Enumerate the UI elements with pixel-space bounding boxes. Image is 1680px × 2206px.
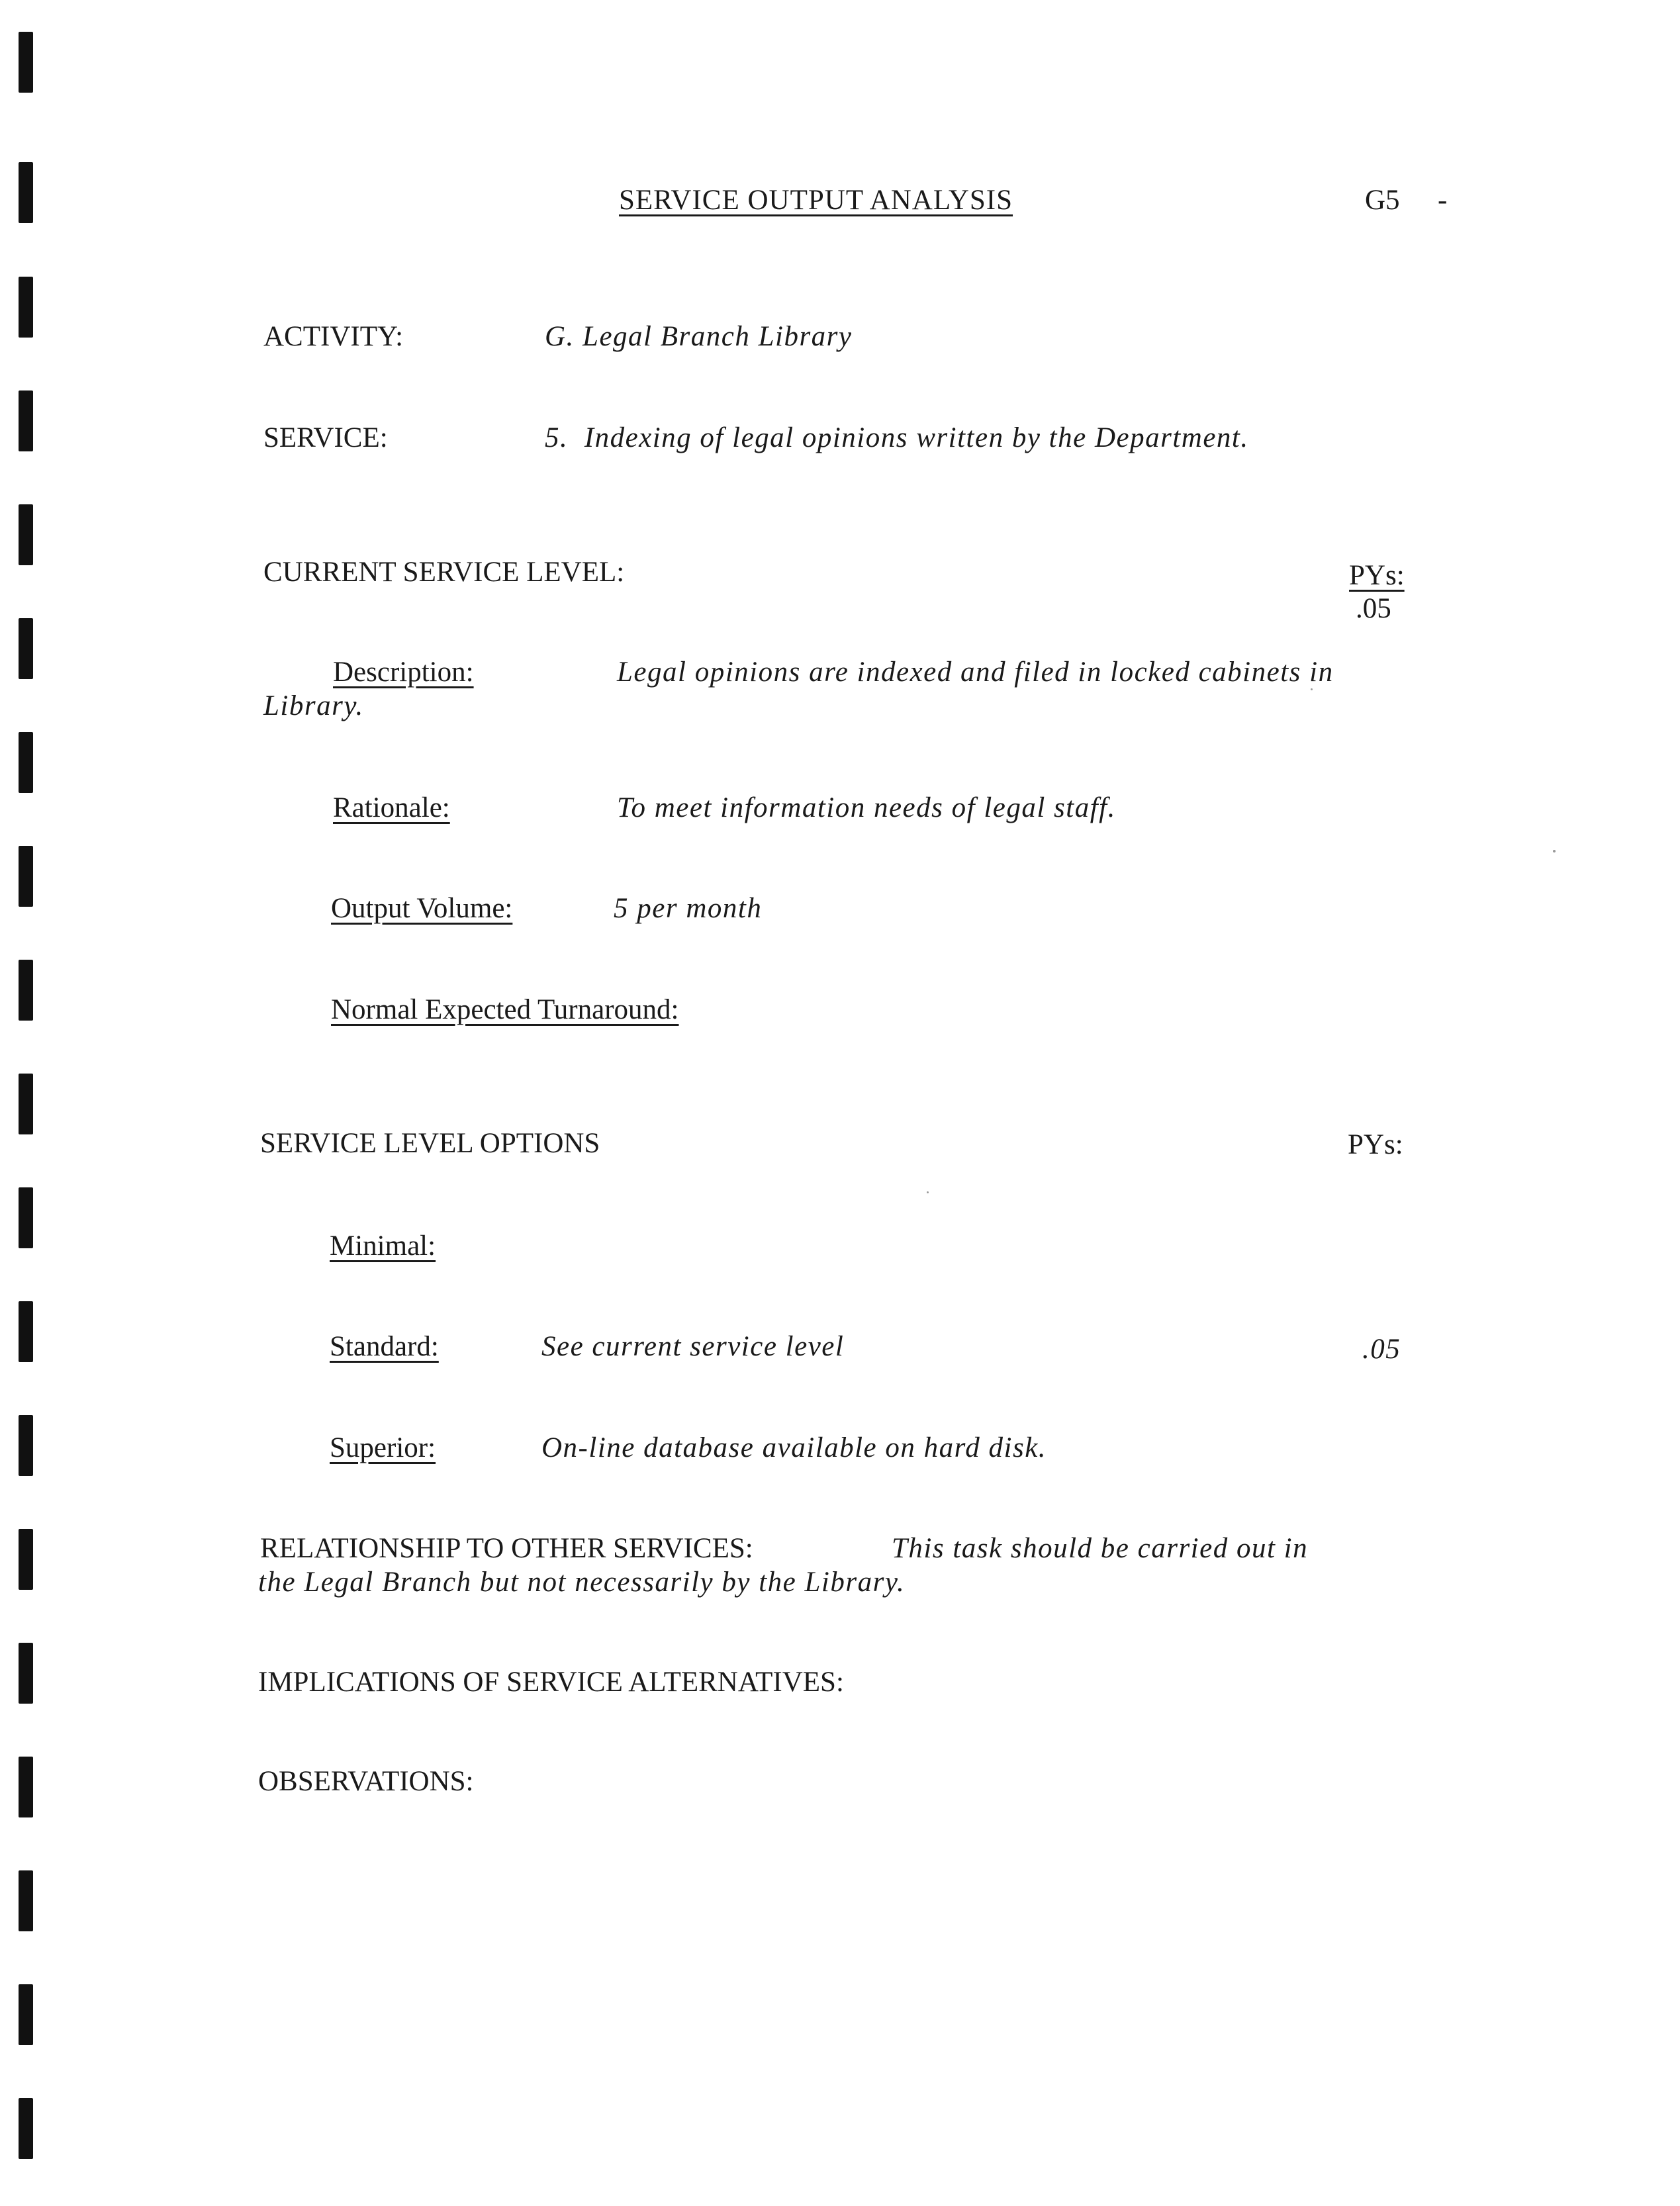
standard-label: Standard: [330, 1331, 439, 1362]
binding-mark [19, 32, 33, 93]
binding-mark [19, 1984, 33, 2045]
binding-mark [19, 277, 33, 338]
turnaround-label: Normal Expected Turnaround: [331, 994, 679, 1025]
binding-mark [19, 1757, 33, 1817]
relationship-value-line2: the Legal Branch but not necessarily by the Library. [258, 1567, 906, 1598]
rationale-value: To meet information needs of legal staff. [617, 792, 1116, 823]
description-value-line1: Legal opinions are indexed and filed in locked cabinets in [617, 657, 1334, 688]
binding-mark [19, 504, 33, 565]
binding-mark [19, 391, 33, 451]
binding-mark [19, 1187, 33, 1248]
service-label: SERVICE: [263, 422, 388, 453]
relationship-value-line1: This task should be carried out in [892, 1533, 1309, 1564]
scan-speck [1311, 688, 1313, 690]
binding-mark [19, 162, 33, 223]
page-title: SERVICE OUTPUT ANALYSIS [619, 185, 1013, 216]
binding-mark [19, 2098, 33, 2159]
binding-mark [19, 1529, 33, 1590]
superior-value: On-line database available on hard disk. [541, 1432, 1047, 1463]
scan-speck [1553, 850, 1556, 852]
binding-mark [19, 1643, 33, 1704]
standard-pys: .05 [1362, 1334, 1401, 1365]
activity-label: ACTIVITY: [263, 321, 404, 352]
binding-mark [19, 1074, 33, 1134]
binding-mark [19, 846, 33, 907]
current-pys-label: PYs: [1349, 560, 1405, 591]
relationship-label: RELATIONSHIP TO OTHER SERVICES: [260, 1533, 753, 1564]
description-label: Description: [333, 657, 474, 688]
binding-mark [19, 960, 33, 1021]
scan-speck [927, 1191, 929, 1193]
activity-value: G. Legal Branch Library [545, 321, 853, 352]
rationale-label: Rationale: [333, 792, 450, 823]
description-value-line2: Library. [263, 690, 364, 721]
current-service-level-label: CURRENT SERVICE LEVEL: [263, 557, 625, 588]
binding-mark [19, 618, 33, 679]
service-level-options-label: SERVICE LEVEL OPTIONS [260, 1128, 600, 1159]
page-code: G5 [1365, 185, 1400, 216]
output-volume-value: 5 per month [614, 893, 763, 924]
implications-label: IMPLICATIONS OF SERVICE ALTERNATIVES: [258, 1667, 844, 1698]
observations-label: OBSERVATIONS: [258, 1766, 474, 1797]
standard-value: See current service level [541, 1331, 845, 1362]
minimal-label: Minimal: [330, 1230, 436, 1262]
binding-mark [19, 732, 33, 793]
superior-label: Superior: [330, 1432, 436, 1463]
page-code-dash: - [1438, 185, 1448, 216]
output-volume-label: Output Volume: [331, 893, 513, 924]
options-pys-label: PYs: [1348, 1129, 1403, 1160]
current-pys-value: .05 [1356, 593, 1391, 624]
binding-mark [19, 1415, 33, 1476]
service-value: 5. Indexing of legal opinions written by the Department. [545, 422, 1249, 453]
binding-mark [19, 1870, 33, 1931]
binding-mark [19, 1301, 33, 1362]
